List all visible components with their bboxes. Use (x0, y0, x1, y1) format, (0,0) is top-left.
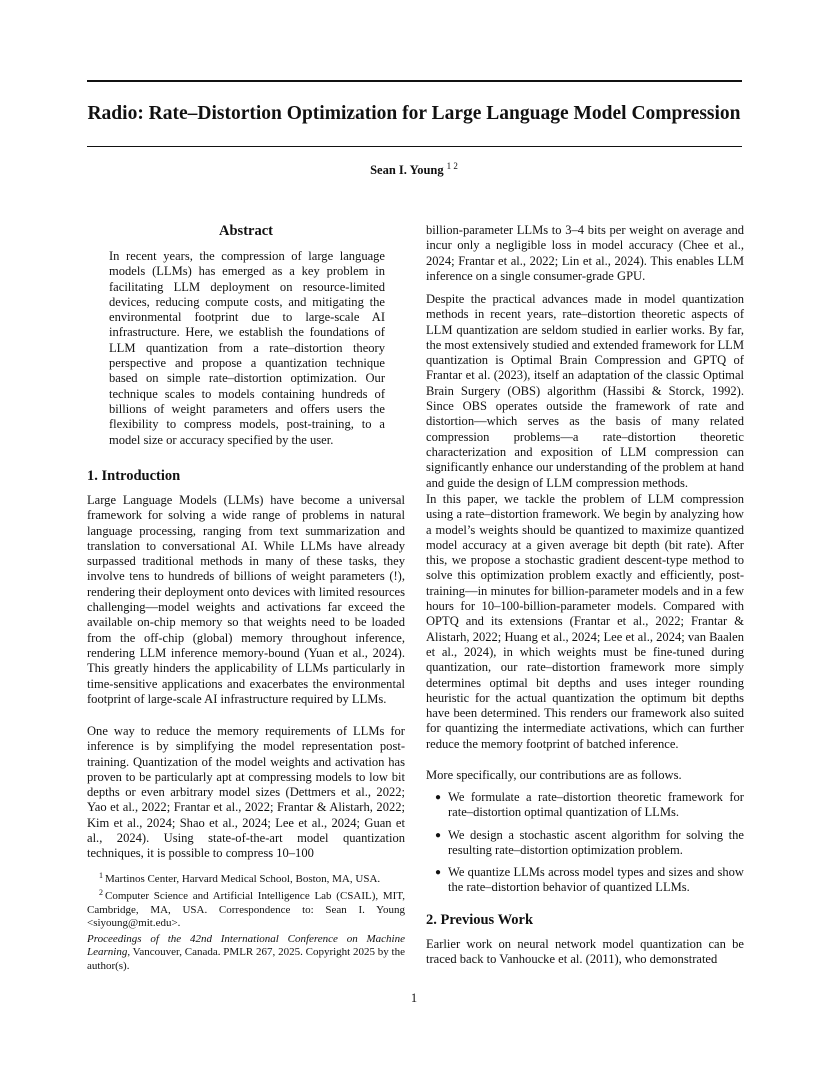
section-heading-previous-work: 2. Previous Work (426, 912, 534, 928)
proceedings-details: , Vancouver, Canada. PMLR 267, 2025. Copyright 2025 by the author(s). (87, 946, 405, 972)
paragraph: billion-parameter LLMs to 3–4 bits per weight on average and incur only a negligible loss in model accuracy (Chee et al., 2024; Frantar et al., 2022; Lin et al., 2024). This enables LLM inference on a single consumer-grade GPU. (426, 223, 744, 283)
footnote-mark: 1 (99, 871, 103, 880)
author-affiliation-marks: 1 2 (446, 161, 458, 171)
list-item (426, 828, 744, 859)
paper-title: Radio: Rate–Distortion Optimization for Large Language Model Compression (87, 103, 741, 124)
proceedings-note (87, 933, 405, 973)
footnote-mark: 2 (99, 888, 103, 898)
page-number: 1 (410, 991, 418, 1005)
paragraph: Despite the practical advances made in model quantization methods in recent years, rate–distortion theoretic aspects of LLM quantization are seldom studied in earlier works. By far, the most extensively studied and extended framework for LLM quantization is Optimal Brain Compression and GPTQ of Frantar et al. (2023), itself an adaptation of the classic Optimal Brain Surgery (OBS) algorithm (Hassibi & Storck, 1992). Since OBS operates outside the framework of rate and distortion—which serves as the basis of many related compression problems—a rate–distortion theoretic characterization and exposition of LLM compression can significantly enhance our understanding of the problem at hand and guide the design of LLM compression methods. (426, 292, 744, 490)
section-heading-introduction: 1. Introduction (87, 468, 181, 484)
footnote-text: Martinos Center, Harvard Medical School, Boston, MA, USA. (105, 873, 381, 885)
list-item (426, 865, 744, 896)
footnote-text: Computer Science and Artificial Intelligence Lab (CSAIL), MIT, Cambridge, MA, USA. Correspondence to: Sean I. Young <siyoung@mit.edu>. (87, 890, 405, 929)
paragraph: One way to reduce the memory requirements of LLMs for inference is by simplifying the model representation post-training. Quantization of the model weights and activation has proven to be particularly apt at compressing models to low bit depths or even arbitrary model sizes (Dettmers et al., 2022; Yao et al., 2022; Frantar et al., 2022; Frantar & Alistarh, 2022; Kim et al., 2024; Shao et al., 2024; Lee et al., 2024; Guan et al., 2024). Using state-of-the-art model quantization techniques, it is possible to compress 10–100 (87, 724, 405, 861)
list-item-text: We design a stochastic ascent algorithm for solving the resulting rate–distortion optimization problem. (448, 827, 744, 857)
author-line (0, 161, 828, 178)
list-item-text: We quantize LLMs across model types and sizes and show the rate–distortion behavior of quantized LLMs. (448, 865, 744, 895)
list-item-text: We formulate a rate–distortion theoretic framework for rate–distortion optimal quantization of LLMs. (448, 790, 744, 820)
bullet-icon: ● (435, 829, 442, 841)
paragraph: More specifically, our contributions are as follows. (426, 768, 682, 782)
proceedings-venue: Proceedings of the 42nd International Conference on Machine Learning (87, 933, 405, 959)
list-item (426, 790, 744, 821)
title-rule-top (87, 80, 742, 82)
abstract-text: In recent years, the compression of large language models (LLMs) has emerged as a key problem in facilitating LLM deployment on resource-limited devices, reducing compute costs, and mitigating the environmental footprint due to large-scale AI infrastructure. Here, we establish the foundations of LLM quantization from a rate–distortion theory perspective and propose a quantization technique based on simple rate–distortion optimization. Our technique scales to models containing hundreds of billions of weight parameters and offers users the flexibility to compress models, post-training, to a model size or accuracy specified by the user. (109, 249, 385, 447)
contributions-list (426, 790, 744, 903)
footnote-2 (87, 886, 405, 930)
paragraph: Earlier work on neural network model quantization can be traced back to Vanhoucke et al. (2011), who demonstrated (426, 937, 744, 967)
paragraph: Large Language Models (LLMs) have become a universal framework for solving a wide range of problems in natural language processing, ranging from text summarization and translation to conversational AI. While LLMs have already surpassed traditional methods in many of these tasks, they involve tens to hundreds of billions of weight parameters (!), rendering their deployment onto devices with limited resources challenging—model weights and activations far exceed the available on-chip memory so that weights need to be loaded from the off-chip (global) memory throughout inference, rendering LLM inference memory-bound (Yuan et al., 2024). This greatly hinders the applicability of LLMs particularly in time-sensitive applications and exacerbates the environmental footprint of large-scale AI infrastructure required by LLMs. (87, 493, 405, 706)
paragraph: In this paper, we tackle the problem of LLM compression using a rate–distortion framework. We begin by analyzing how a model’s weights should be quantized to maximize quantized model accuracy at a given average bit depth (bit rate). After this, we propose a stochastic gradient descent-type method to solve this optimization problem exactly and efficiently, post-training—in minutes for billion-parameter models and in a few hours for 10–100-billion-parameter models. Compared with OPTQ and its extensions (Frantar et al., 2022; Frantar & Alistarh, 2022; Huang et al., 2024; Lee et al., 2024; van Baalen et al., 2024), in which weights must be fine-tuned during quantization, our rate–distortion framework more simply determines optimal bit depths and uses integer rounding heuristic for the actual quantization the optimum bit depths have been determined. This renders our framework also suited for quantizing the intermediate activations, which can further reduce the memory footprint of batched inference. (426, 492, 744, 751)
footnotes (87, 869, 405, 930)
footnote-1 (87, 869, 405, 886)
abstract-heading: Abstract (219, 223, 273, 239)
bullet-icon: ● (435, 867, 442, 879)
bullet-icon: ● (435, 792, 442, 803)
title-rule-bottom (87, 146, 742, 147)
author-name: Sean I. Young (370, 163, 444, 177)
